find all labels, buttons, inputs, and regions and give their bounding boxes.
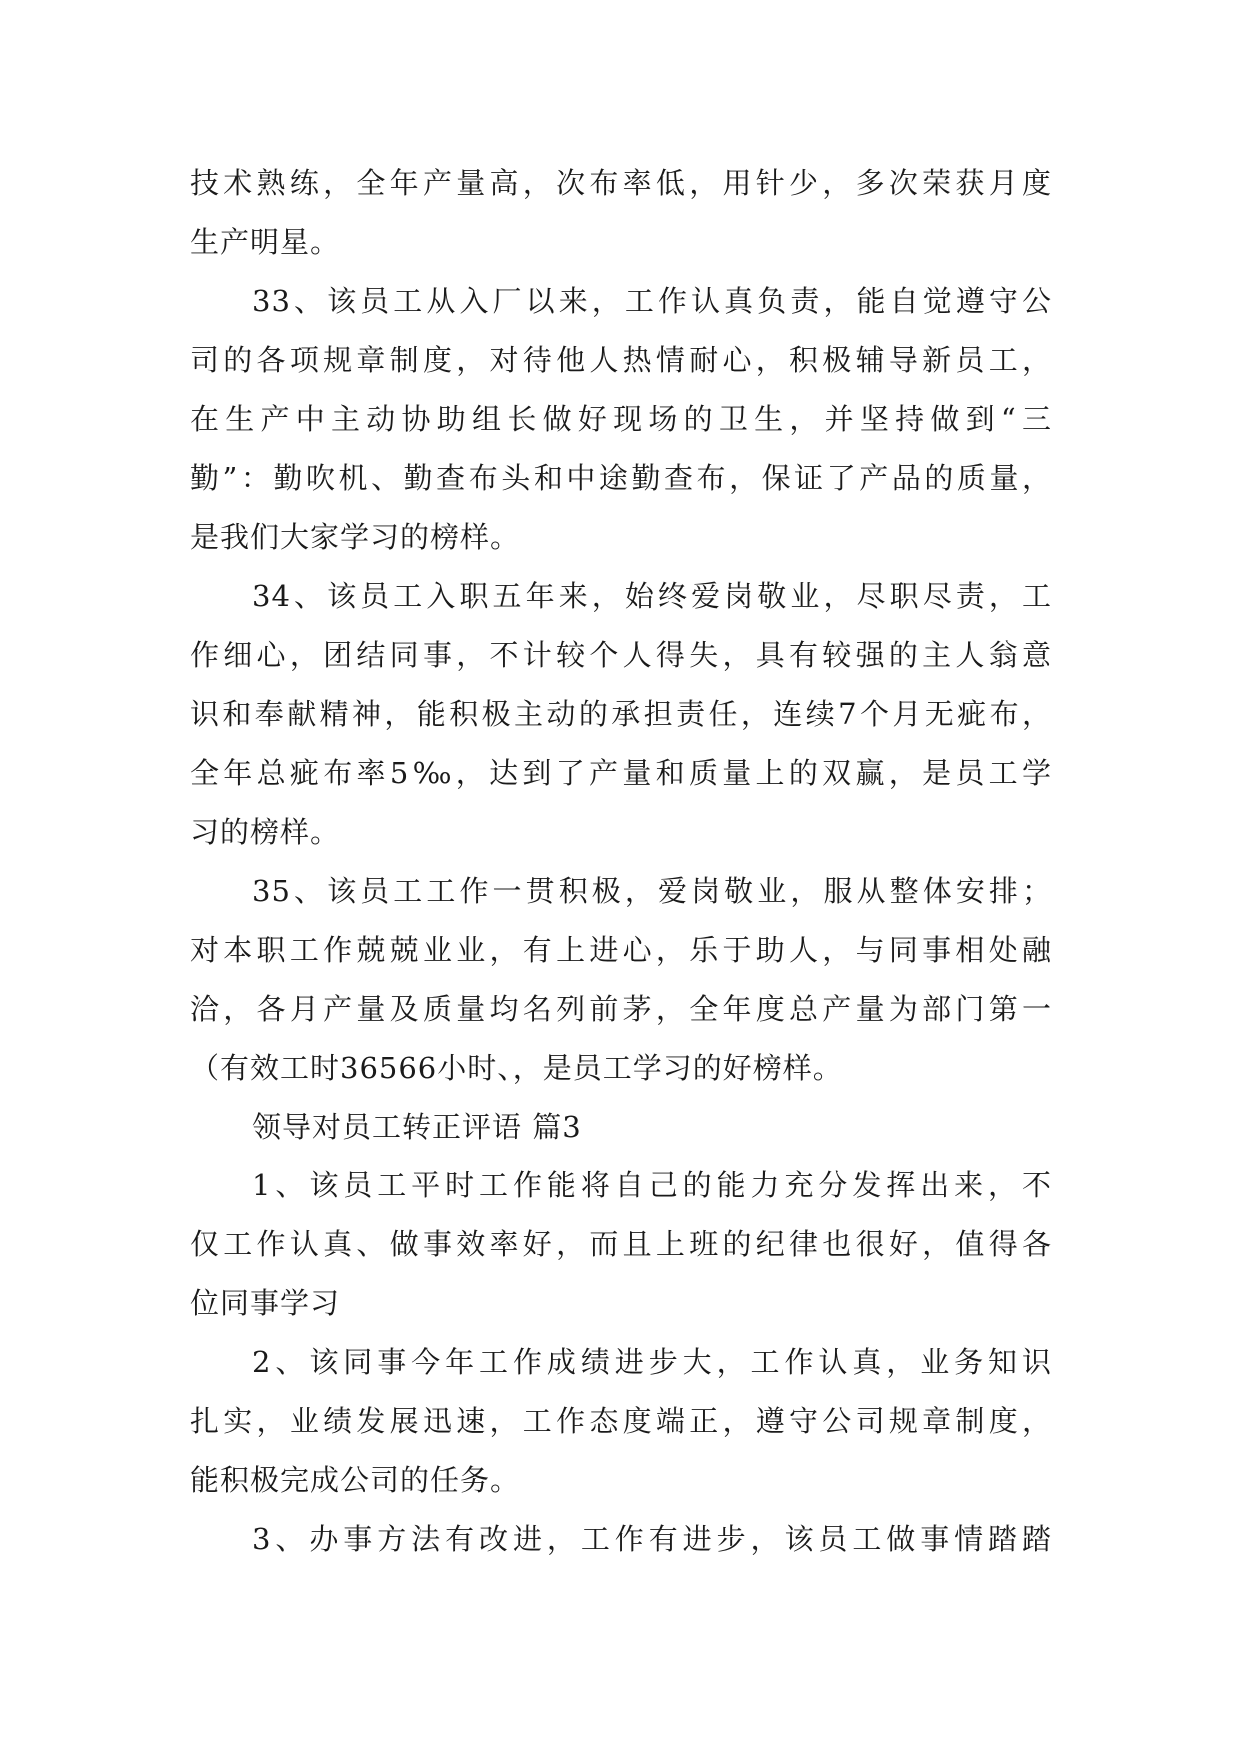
text-line: 全年总疵布率5‰，达到了产量和质量上的双赢，是员工学: [190, 756, 1052, 790]
text-line: 34、该员工入职五年来，始终爱岗敬业，尽职尽责，工: [252, 579, 1052, 613]
text-line: 识和奉献精神，能积极主动的承担责任，连续7个月无疵布，: [190, 697, 1052, 731]
text-line: 司的各项规章制度，对待他人热情耐心，积极辅导新员工，: [190, 343, 1052, 377]
text-line: 33、该员工从入厂以来，工作认真负责，能自觉遵守公: [252, 284, 1052, 318]
document-body: [190, 154, 1052, 1569]
text-line: 能积极完成公司的任务。: [190, 1463, 521, 1497]
text-line: 勤”：勤吹机、勤查布头和中途勤查布，保证了产品的质量，: [190, 461, 1052, 495]
text-line: 1、该员工平时工作能将自己的能力充分发挥出来，不: [252, 1168, 1052, 1202]
text-line: 作细心，团结同事，不计较个人得失，具有较强的主人翁意: [190, 638, 1052, 672]
text-line: （有效工时36566小时、，是员工学习的好榜样。: [190, 1051, 843, 1085]
text-line: 2、该同事今年工作成绩进步大，工作认真，业务知识: [252, 1345, 1052, 1379]
text-line: 洽，各月产量及质量均名列前茅，全年度总产量为部门第一: [190, 992, 1052, 1026]
text-line: 技术熟练，全年产量高，次布率低，用针少，多次荣获月度: [190, 166, 1052, 200]
text-line: 35、该员工工作一贯积极，爱岗敬业，服从整体安排；: [252, 874, 1052, 908]
text-line: 在生产中主动协助组长做好现场的卫生，并坚持做到“三: [190, 402, 1052, 436]
text-line: 3、办事方法有改进，工作有进步，该员工做事情踏踏: [252, 1522, 1052, 1556]
text-line: 位同事学习: [190, 1286, 341, 1320]
text-line: 扎实，业绩发展迅速，工作态度端正，遵守公司规章制度，: [190, 1404, 1052, 1438]
text-line: 是我们大家学习的榜样。: [190, 520, 521, 554]
text-line: 习的榜样。: [190, 815, 341, 849]
section-heading: 领导对员工转正评语 篇3: [252, 1110, 582, 1144]
text-line: 生产明星。: [190, 225, 341, 259]
text-line: 对本职工作兢兢业业，有上进心，乐于助人，与同事相处融: [190, 933, 1052, 967]
text-line: 仅工作认真、做事效率好，而且上班的纪律也很好，值得各: [190, 1227, 1052, 1261]
